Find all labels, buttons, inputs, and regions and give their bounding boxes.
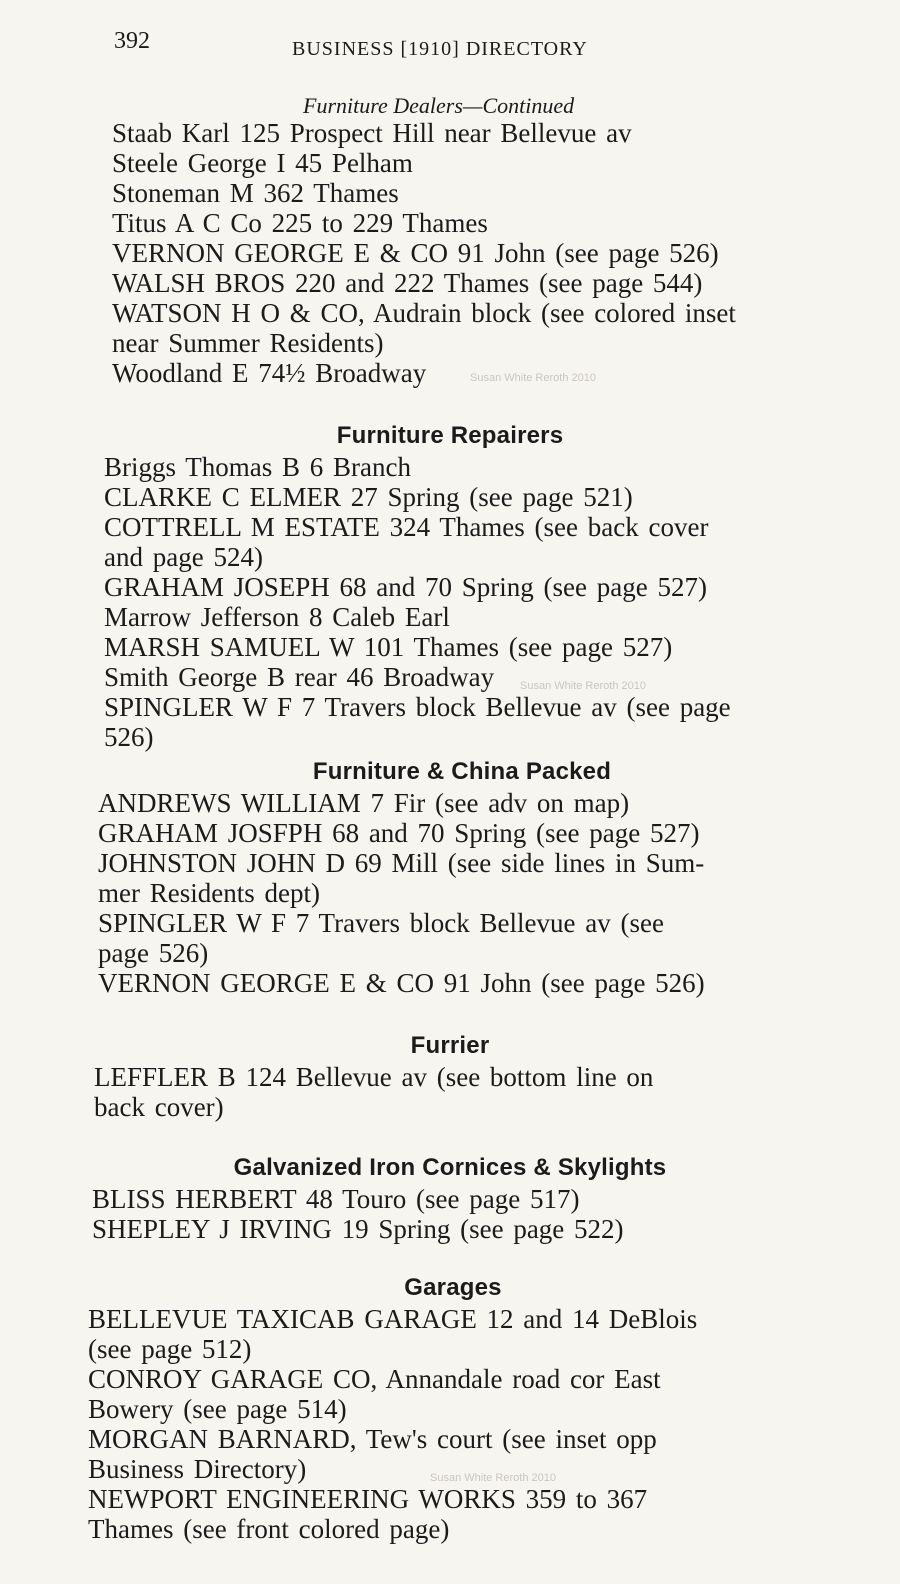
directory-entry — [104, 662, 834, 692]
section-heading: Furniture Dealers—Continued — [303, 93, 575, 118]
watermark: Susan White Reroth 2010 — [470, 372, 596, 384]
entry-text: SHEPLEY J IRVING 19 Spring (see page 522) — [92, 1214, 624, 1244]
directory-entry — [98, 908, 828, 968]
section-heading: Furniture & China Packed — [312, 758, 612, 785]
entry-continuation: mer Residents dept) — [98, 878, 320, 908]
directory-entry — [112, 238, 892, 268]
directory-entry — [92, 1214, 822, 1244]
entry-text: SPINGLER W F 7 Travers block Bellevue av (see — [98, 908, 664, 938]
entry-text: CONROY GARAGE CO, Annandale road cor East — [88, 1364, 661, 1394]
section-furniture-dealers — [112, 93, 892, 388]
entry-text: LEFFLER B 124 Bellevue av (see bottom line on — [94, 1062, 654, 1092]
section-heading: Furniture Repairers — [336, 422, 564, 449]
directory-entry — [98, 818, 828, 848]
entry-text: Steele George I 45 Pelham — [112, 148, 413, 178]
entry-continuation: (see page 512) — [88, 1334, 252, 1364]
directory-entry — [112, 148, 892, 178]
directory-entry — [104, 482, 834, 512]
section-galvanized-iron — [0, 1152, 900, 1244]
entry-continuation: 526) — [104, 722, 154, 752]
entry-continuation: Bowery (see page 514) — [88, 1394, 347, 1424]
running-head-suffix: DIRECTORY — [465, 38, 588, 60]
directory-entry — [112, 298, 892, 358]
entry-text: COTTRELL M ESTATE 324 Thames (see back cover — [104, 512, 709, 542]
entry-text: ANDREWS WILLIAM 7 Fir (see adv on map) — [98, 788, 630, 818]
directory-entry — [88, 1304, 818, 1364]
section-heading: Garages — [404, 1274, 502, 1301]
entry-text: MARSH SAMUEL W 101 Thames (see page 527) — [104, 632, 673, 662]
entry-continuation: page 526) — [98, 938, 209, 968]
entry-continuation: and page 524) — [104, 542, 263, 572]
entry-text: Titus A C Co 225 to 229 Thames — [112, 208, 488, 238]
entry-text: SPINGLER W F 7 Travers block Bellevue av (see page — [104, 692, 731, 722]
directory-entry — [92, 1184, 822, 1214]
directory-entry — [112, 178, 892, 208]
entry-text: GRAHAM JOSEPH 68 and 70 Spring (see page 527) — [104, 572, 707, 602]
directory-entry — [94, 1062, 824, 1122]
entry-continuation: near Summer Residents) — [112, 328, 384, 358]
running-head-prefix: BUSINESS — [292, 38, 395, 60]
directory-entry — [88, 1364, 818, 1424]
entry-text: Staab Karl 125 Prospect Hill near Bellevue av — [112, 118, 632, 148]
entry-text: VERNON GEORGE E & CO 91 John (see page 526) — [98, 968, 705, 998]
page-header — [0, 28, 900, 68]
entry-text: NEWPORT ENGINEERING WORKS 359 to 367 — [88, 1484, 648, 1514]
directory-entry — [104, 632, 834, 662]
entry-continuation: Thames (see front colored page) — [88, 1514, 450, 1544]
entry-text: Briggs Thomas B 6 Branch — [104, 452, 411, 482]
directory-entry — [88, 1484, 818, 1544]
entry-text: WALSH BROS 220 and 222 Thames (see page 544) — [112, 268, 703, 298]
entry-continuation: back cover) — [94, 1092, 224, 1122]
entry-list — [94, 1062, 824, 1122]
section-garages — [0, 1272, 900, 1544]
directory-entry — [104, 692, 834, 752]
watermark: Susan White Reroth 2010 — [520, 680, 646, 692]
entry-text: CLARKE C ELMER 27 Spring (see page 521) — [104, 482, 633, 512]
entry-list — [88, 1304, 818, 1544]
entry-text: Smith George B rear 46 Broadway — [104, 662, 495, 692]
section-furniture-repairers — [0, 420, 900, 752]
running-head-year: [1910] — [400, 38, 460, 60]
directory-entry — [98, 968, 828, 998]
section-furniture-china-packed — [0, 756, 900, 998]
entry-text: VERNON GEORGE E & CO 91 John (see page 526) — [112, 238, 719, 268]
entry-text: MORGAN BARNARD, Tew's court (see inset opp — [88, 1424, 657, 1454]
directory-entry — [112, 118, 892, 148]
running-head — [292, 38, 588, 61]
entry-list — [98, 788, 828, 998]
entry-text: Stoneman M 362 Thames — [112, 178, 399, 208]
section-heading: Galvanized Iron Cornices & Skylights — [233, 1154, 667, 1181]
entry-text: BELLEVUE TAXICAB GARAGE 12 and 14 DeBlois — [88, 1304, 698, 1334]
directory-entry — [104, 512, 834, 572]
entry-text: JOHNSTON JOHN D 69 Mill (see side lines in Sum- — [98, 848, 705, 878]
directory-entry — [104, 452, 834, 482]
directory-entry — [104, 602, 834, 632]
directory-entry — [112, 268, 892, 298]
entry-continuation: Business Directory) — [88, 1454, 307, 1484]
directory-entry — [98, 788, 828, 818]
entry-list — [92, 1184, 822, 1244]
entry-list — [104, 452, 834, 752]
entry-text: GRAHAM JOSFPH 68 and 70 Spring (see page 527) — [98, 818, 700, 848]
entry-text: BLISS HERBERT 48 Touro (see page 517) — [92, 1184, 580, 1214]
page-number: 392 — [114, 28, 150, 54]
directory-entry — [112, 208, 892, 238]
entry-list — [112, 118, 892, 388]
entry-text: Woodland E 74½ Broadway — [112, 358, 427, 388]
directory-entry — [104, 572, 834, 602]
watermark: Susan White Reroth 2010 — [430, 1472, 556, 1484]
entry-text: Marrow Jefferson 8 Caleb Earl — [104, 602, 450, 632]
section-furrier — [0, 1030, 900, 1122]
entry-text: WATSON H O & CO, Audrain block (see colored inset — [112, 298, 736, 328]
directory-entry — [98, 848, 828, 908]
section-heading: Furrier — [410, 1032, 490, 1059]
